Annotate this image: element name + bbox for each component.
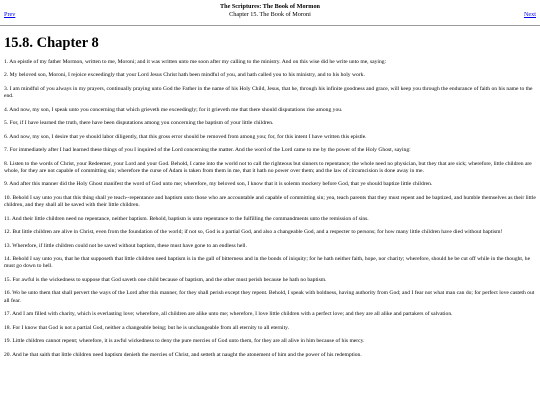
verse-11: 11. And their little children need no repentance, neither baptism. Behold, baptism is unto repentance to the fulfilling the commandments unto the remission of sins. <box>4 215 369 222</box>
verse-15: 15. For awful is the wickedness to suppose that God saveth one child because of baptism, and the other must perish because he hath no baptism. <box>4 276 327 283</box>
verse-16: 16. Wo be unto them that shall pervert the ways of the Lord after this manner, for they shall perish except they repent. Behold, I speak with boldness, having authority from God; and I fear not what man can do; for perfect love casteth out all fear. <box>4 290 535 304</box>
verse-12: 12. But little children are alive in Christ, even from the foundation of the world; if not so, God is a partial God, and also a changeable God, and a respecter to persons; for how many little children have died without baptism! <box>4 229 503 236</box>
chapter-heading: 15.8. Chapter 8 <box>4 35 99 51</box>
verse-20: 20. And he that saith that little children need baptism denieth the mercies of Christ, and setteth at naught the atonement of him and the power of his redemption. <box>4 351 362 358</box>
verse-4: 4. And now, my son, I speak unto you concerning that which grieveth me exceedingly; for it grieveth me that there should disputations rise among you. <box>4 106 343 113</box>
next-link[interactable]: Next <box>523 11 536 18</box>
prev-link[interactable]: Prev <box>4 11 16 18</box>
verse-1: 1. An epistle of my father Mormon, written to me, Moroni; and it was written unto me soon after my calling to the ministry. And on this wise did he write unto me, saying: <box>4 59 387 65</box>
verse-5: 5. For, if I have learned the truth, there have been disputations among you concerning the baptism of your little children. <box>4 120 274 127</box>
verse-14: 14. Behold I say unto you, that he that supposeth that little children need baptism is in the gall of bitterness and in the bonds of iniquity; for he hath neither faith, hope, nor charity; wherefore, should he be cut off while in the thought, he must go down to hell. <box>4 256 531 270</box>
verse-8: 8. Listen to the words of Christ, your Redeemer, your Lord and your God. Behold, I came into the world not to call the righteous but sinners to repentance; the whole need no physician, but they that are sick; wherefore, little children are whole, for they are not capable of committing sin; wherefore the curse of Adam is taken from them in me, that it hath no power over them; and the law of circumcision is done away in me. <box>4 160 532 174</box>
verse-10: 10. Behold I say unto you that this thing shall ye teach--repentance and baptism unto those who are accountable and capable of committing sin; yea, teach parents that they must repent and be baptized, and humble themselves as their little children, and they shall all be saved with their little children. <box>4 194 536 209</box>
verse-17: 17. And I am filled with charity, which is everlasting love; wherefore, all children are alike unto me; wherefore, I love little children with a perfect love; and they are all alike and partakers of salvation. <box>4 311 453 318</box>
verse-6: 6. And now, my son, I desire that ye should labor diligently, that this gross error should be removed from among you; for, for this intent I have written this epistle. <box>4 133 367 140</box>
header-divider <box>0 25 540 26</box>
verse-2: 2. My beloved son, Moroni, I rejoice exceedingly that your Lord Jesus Christ hath been mindful of you, and hath called you to his ministry, and to his holy work. <box>4 72 365 79</box>
verse-3: 3. I am mindful of you always in my prayers, continually praying unto God the Father in the name of his Holy Child, Jesus, that he, through his infinite goodness and grace, will keep you through the endurance of faith on his name to the end. <box>4 85 533 100</box>
verse-9: 9. And after this manner did the Holy Ghost manifest the word of God unto me; wherefore, my beloved son, I know that it is solemn mockery before God, that ye should baptize little children. <box>4 181 433 188</box>
page-header <box>0 0 540 25</box>
verse-18: 18. For I know that God is not a partial God, neither a changeable being; but he is unchangeable from all eternity to all eternity. <box>4 324 289 331</box>
book-title: The Scriptures: The Book of Mormon <box>220 3 320 10</box>
verse-13: 13. Wherefore, if little children could not be saved without baptism, these must have gone to an endless hell. <box>4 242 247 249</box>
chapter-subtitle: Chapter 15. The Book of Moroni <box>229 11 311 18</box>
verse-19: 19. Little children cannot repent; wherefore, it is awful wickedness to deny the pure mercies of God unto them, for they are all alive in him because of his mercy. <box>4 338 365 345</box>
verse-7: 7. For immediately after I had learned these things of you I inquired of the Lord concerning the matter. And the word of the Lord came to me by the power of the Holy Ghost, saying: <box>4 147 411 154</box>
chapter-content <box>0 35 540 359</box>
